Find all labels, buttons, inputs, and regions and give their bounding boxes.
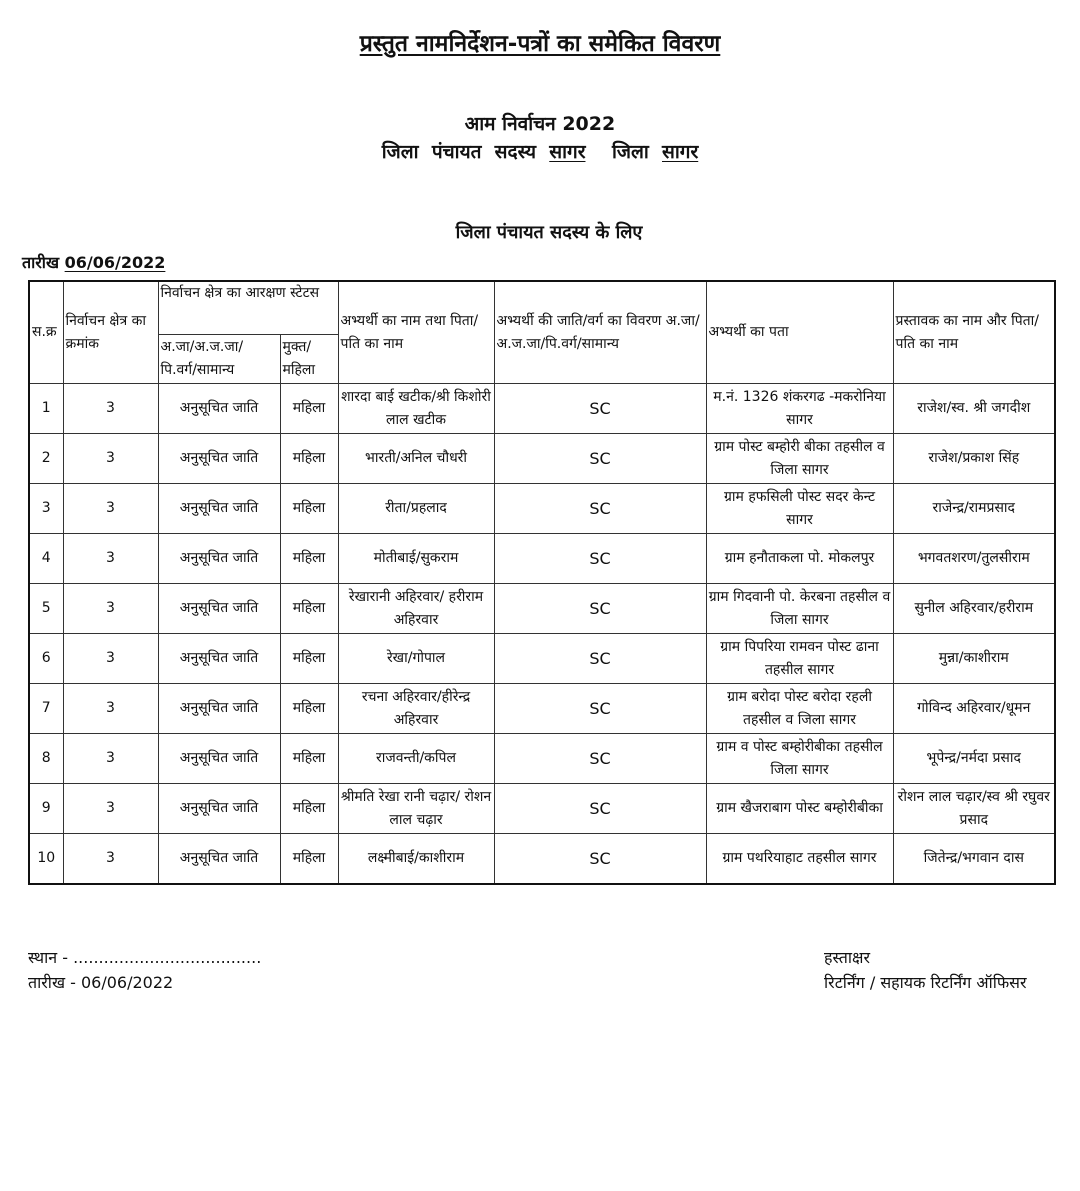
table-body [29,384,1055,885]
election-title: आम निर्वाचन 2022 [464,113,616,135]
cell-candidate: लक्ष्मीबाई/काशीराम [338,834,494,885]
cell-reservation-gender: महिला [280,584,338,634]
table-row [29,584,1055,634]
cell-proposer: राजेश/स्व. श्री जगदीश [893,384,1055,434]
cell-serial: 7 [29,684,63,734]
cell-address: म.नं. 1326 शंकरगढ -मकरोनिया सागर [706,384,893,434]
officer-label: रिटर्निंग / सहायक रिटर्निंग ऑफिसर [824,973,1027,992]
document-title: प्रस्तुत नामनिर्देशन-पत्रों का समेकित विवरण [359,31,721,57]
cell-proposer: रोशन लाल चढ़ार/स्व श्री रघुवर प्रसाद [893,784,1055,834]
header-candidate-name: अभ्यर्थी का नाम तथा पिता/पति का नाम [338,281,494,384]
cell-caste: SC [494,784,706,834]
cell-address: ग्राम पोस्ट बम्होरी बीका तहसील व जिला सागर [706,434,893,484]
cell-address: ग्राम खैजराबाग पोस्ट बम्होरीबीका [706,784,893,834]
cell-candidate: मोतीबाई/सुकराम [338,534,494,584]
cell-candidate: शारदा बाई खटीक/श्री किशोरी लाल खटीक [338,384,494,434]
cell-reservation-gender: महिला [280,484,338,534]
cell-proposer: जितेन्द्र/भगवान दास [893,834,1055,885]
table-row [29,434,1055,484]
cell-reservation-gender: महिला [280,734,338,784]
cell-caste: SC [494,634,706,684]
date-value: 06/06/2022 [64,253,166,272]
table-row [29,784,1055,834]
post-line [0,138,1080,164]
header-caste-category: अभ्यर्थी की जाति/वर्ग का विवरण अ.जा/अ.ज.जा/पि.वर्ग/सामान्य [494,281,706,384]
cell-reservation-category: अनुसूचित जाति [158,684,280,734]
cell-candidate: रेखा/गोपाल [338,634,494,684]
cell-reservation-gender: महिला [280,684,338,734]
nominations-table [28,280,1056,885]
date-label: तारीख [22,253,65,272]
cell-reservation-category: अनुसूचित जाति [158,784,280,834]
section-heading: जिला पंचायत सदस्य के लिए [455,222,643,243]
post-prefix: जिला पंचायत सदस्य [381,141,550,163]
cell-reservation-category: अनुसूचित जाति [158,434,280,484]
cell-constituency: 3 [63,534,158,584]
cell-address: ग्राम व पोस्ट बम्होरीबीका तहसील जिला सागर [706,734,893,784]
header-reservation-gender: मुक्त/ महिला [280,335,338,384]
cell-constituency: 3 [63,734,158,784]
table-row [29,834,1055,885]
cell-caste: SC [494,584,706,634]
cell-caste: SC [494,534,706,584]
cell-reservation-category: अनुसूचित जाति [158,734,280,784]
header-proposer-name: प्रस्तावक का नाम और पिता/पति का नाम [893,281,1055,384]
cell-caste: SC [494,834,706,885]
cell-constituency: 3 [63,684,158,734]
cell-constituency: 3 [63,834,158,885]
table-row [29,684,1055,734]
cell-proposer: सुनील अहिरवार/हरीराम [893,584,1055,634]
place-line: स्थान - ..................................... [28,948,262,967]
cell-proposer: भूपेन्द्र/नर्मदा प्रसाद [893,734,1055,784]
table-row [29,384,1055,434]
cell-address: ग्राम पथरियाहाट तहसील सागर [706,834,893,885]
post-place: सागर [549,141,586,163]
cell-proposer: भगवतशरण/तुलसीराम [893,534,1055,584]
date-line [22,251,165,273]
cell-candidate: राजवन्ती/कपिल [338,734,494,784]
cell-candidate: श्रीमति रेखा रानी चढ़ार/ रोशन लाल चढ़ार [338,784,494,834]
header-candidate-address: अभ्यर्थी का पता [706,281,893,384]
cell-constituency: 3 [63,634,158,684]
cell-candidate: रचना अहिरवार/हीरेन्द्र अहिरवार [338,684,494,734]
cell-candidate: रीता/प्रहलाद [338,484,494,534]
cell-serial: 4 [29,534,63,584]
cell-address: ग्राम पिपरिया रामवन पोस्ट ढाना तहसील सागर [706,634,893,684]
table-row [29,734,1055,784]
cell-serial: 2 [29,434,63,484]
cell-serial: 9 [29,784,63,834]
header-constituency-no: निर्वाचन क्षेत्र का क्रमांक [63,281,158,384]
cell-constituency: 3 [63,434,158,484]
cell-constituency: 3 [63,584,158,634]
cell-caste: SC [494,484,706,534]
cell-address: ग्राम हफसिली पोस्ट सदर केन्ट सागर [706,484,893,534]
cell-address: ग्राम गिदवानी पो. केरबना तहसील व जिला सागर [706,584,893,634]
cell-reservation-category: अनुसूचित जाति [158,634,280,684]
header-reservation-status: निर्वाचन क्षेत्र का आरक्षण स्टेटस [158,281,338,335]
cell-serial: 1 [29,384,63,434]
cell-serial: 3 [29,484,63,534]
cell-address: ग्राम बरोदा पोस्ट बरोदा रहली तहसील व जिला सागर [706,684,893,734]
cell-candidate: रेखारानी अहिरवार/ हरीराम अहिरवार [338,584,494,634]
cell-reservation-gender: महिला [280,534,338,584]
cell-caste: SC [494,734,706,784]
cell-caste: SC [494,384,706,434]
cell-reservation-category: अनुसूचित जाति [158,384,280,434]
header-serial: स.क्र [29,281,63,384]
cell-reservation-gender: महिला [280,784,338,834]
cell-reservation-category: अनुसूचित जाति [158,834,280,885]
cell-reservation-category: अनुसूचित जाति [158,584,280,634]
cell-reservation-gender: महिला [280,834,338,885]
cell-candidate: भारती/अनिल चौधरी [338,434,494,484]
cell-proposer: राजेन्द्र/रामप्रसाद [893,484,1055,534]
table-row [29,534,1055,584]
cell-caste: SC [494,684,706,734]
cell-serial: 5 [29,584,63,634]
cell-reservation-gender: महिला [280,384,338,434]
table-row [29,634,1055,684]
signature-label: हस्ताक्षर [824,948,871,967]
cell-constituency: 3 [63,784,158,834]
district-prefix: जिला [585,141,662,163]
header-reservation-category: अ.जा/अ.ज.जा/ पि.वर्ग/सामान्य [158,335,280,384]
cell-address: ग्राम हनौताकला पो. मोकलपुर [706,534,893,584]
cell-reservation-category: अनुसूचित जाति [158,484,280,534]
cell-caste: SC [494,434,706,484]
cell-proposer: गोविन्द अहिरवार/धूमन [893,684,1055,734]
cell-constituency: 3 [63,484,158,534]
cell-constituency: 3 [63,384,158,434]
cell-serial: 8 [29,734,63,784]
district-name: सागर [662,141,699,163]
cell-proposer: मुन्ना/काशीराम [893,634,1055,684]
footer-date: तारीख - 06/06/2022 [28,973,174,992]
table-row [29,484,1055,534]
cell-proposer: राजेश/प्रकाश सिंह [893,434,1055,484]
cell-reservation-gender: महिला [280,434,338,484]
cell-reservation-category: अनुसूचित जाति [158,534,280,584]
cell-serial: 10 [29,834,63,885]
cell-serial: 6 [29,634,63,684]
cell-reservation-gender: महिला [280,634,338,684]
